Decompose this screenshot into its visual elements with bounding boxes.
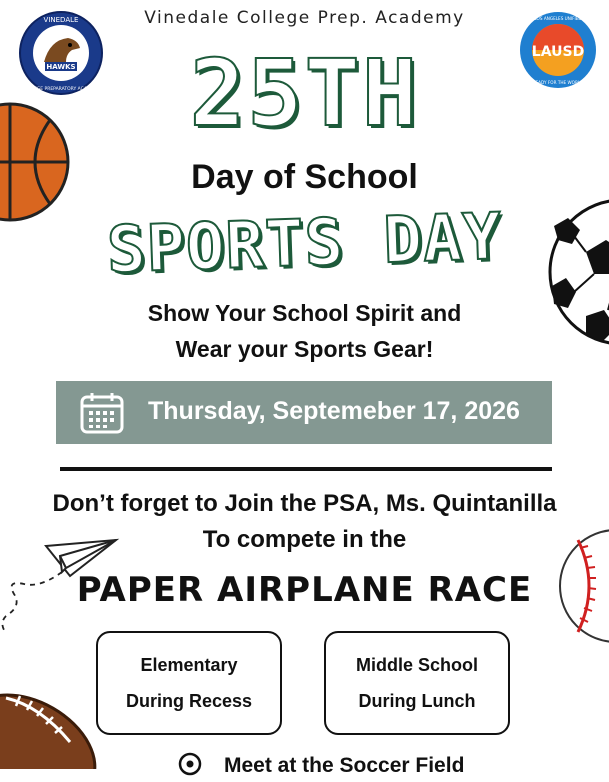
- lausd-letters: LAUSD: [531, 44, 585, 60]
- sports-day-title: SPORTS DAY: [105, 200, 504, 288]
- date-banner: [56, 381, 552, 444]
- event-date: Thursday, Septemeber 17, 2026: [148, 397, 520, 425]
- big-25th-title: 25TH: [189, 40, 420, 147]
- logo-hawks-text: HAWKS: [46, 63, 76, 71]
- schedule-box-middle-school: [324, 631, 510, 735]
- spirit-line-2: Wear your Sports Gear!: [175, 336, 434, 362]
- schedule-box-elementary: [96, 631, 282, 735]
- lausd-tagline: READY FOR THE WORLD: [532, 80, 584, 85]
- day-of-school-title: Day of School: [191, 158, 418, 196]
- psa-line-1: Don’t forget to Join the PSA, Ms. Quintanilla: [52, 490, 557, 517]
- divider-line: [60, 467, 552, 471]
- psa-line-2: To compete in the: [202, 526, 407, 553]
- school-name: Vinedale College Prep. Academy: [144, 8, 465, 28]
- logo-ring-text: COLLEGE PREPARATORY ACADEMY: [22, 87, 100, 92]
- schedule-time: During Recess: [125, 691, 253, 711]
- schedule-group: Middle School: [355, 655, 478, 675]
- logo-vinedale-text: VINEDALE: [43, 16, 79, 24]
- calendar-icon: [80, 392, 124, 434]
- lausd-ring-text: LOS ANGELES UNIFIED: [534, 16, 582, 21]
- paper-airplane-race-title: PAPER AIRPLANE RACE: [76, 570, 533, 610]
- location-pin-icon: [176, 752, 204, 782]
- spirit-line-1: Show Your School Spirit and: [147, 300, 462, 326]
- schedule-time: During Lunch: [358, 691, 476, 711]
- schedule-group: Elementary: [140, 655, 238, 675]
- meet-location-text: Meet at the Soccer Field: [224, 754, 465, 777]
- football-icon: [0, 676, 100, 769]
